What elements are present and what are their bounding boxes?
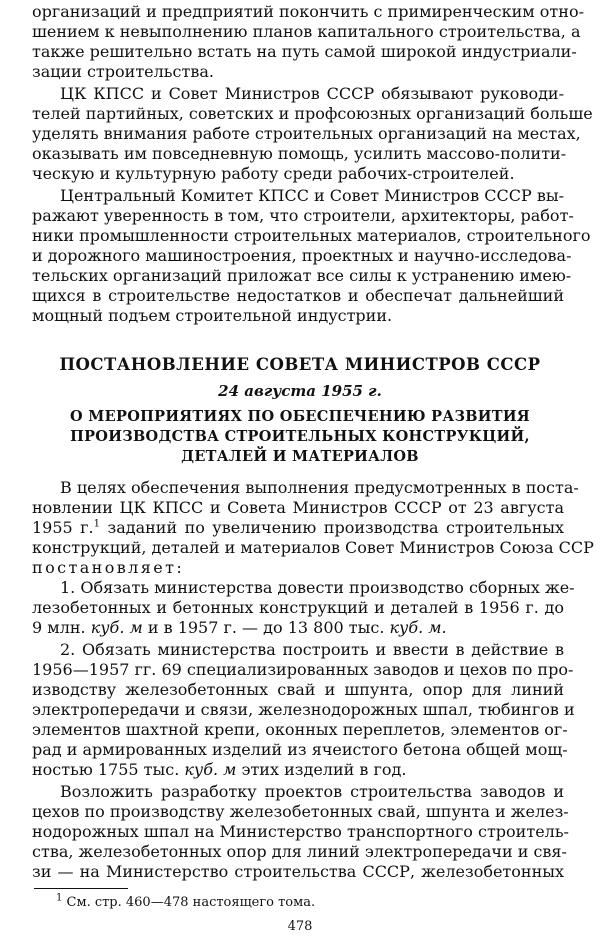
resolution-subtitle: ДЕТАЛЕЙ И МАТЕРИАЛОВ [181,448,419,465]
text-line: цехов по производству железобетонных свай, шпунта и желез- [32,802,569,821]
text-line: Центральный Комитет КПСС и Совет Министров СССР вы- [60,186,564,205]
text-line: мощный подъем строительной индустрии. [32,306,393,325]
text-fragment: и в 1957 г. — до 13 800 тыс. [142,618,390,637]
resolution-subtitle: О МЕРОПРИЯТИЯХ ПО ОБЕСПЕЧЕНИЮ РАЗВИТИЯ [70,408,530,425]
text-line: также решительно встать на путь самой широкой индустриали- [32,42,577,61]
unit: куб. м [90,618,143,637]
text-line: ражают уверенность в том, что строители, архитекторы, работ- [32,206,574,225]
text-line: изводству железобетонных свай и шпунта, опор для линий [32,680,564,699]
text-line: нодорожных шпал на Министерство транспортного строитель- [32,822,569,841]
text-line: зации строительства. [32,62,214,81]
text-line: ческую и культурную работу среди рабочих-строителей. [32,164,515,183]
text-line: электропередачи и связи, железнодорожных шпал, тюбингов и [32,700,575,719]
text-line: ства, железобетонных опор для линий электропередачи и свя- [32,842,567,861]
text-fragment: заданий по увеличению производства строительных [100,518,564,537]
text-fragment: 1955 г. [32,518,94,537]
text-line: шением к невыполнению планов капитального строительства, а [32,22,581,41]
text-line: 1956—1957 гг. 69 специализированных заводов и цехов по про- [32,660,574,679]
text-line: 2. Обязать министерства построить и ввести в действие в [60,640,564,659]
text-fragment: ностью 1755 тыс. [32,760,185,779]
text-line: В целях обеспечения выполнения предусмотренных в поста- [60,478,579,497]
text-line [32,518,564,538]
page-number: 478 [287,919,313,934]
footnote-divider [34,888,128,889]
text-line: организаций и предприятий покончить с примиренческим отно- [32,2,584,21]
text-fragment: 9 млн. [32,618,91,637]
text-line: оказывать им повседневную помощь, усилить массово-полити- [32,144,567,163]
text-line: элементов шахтной крепи, оконных переплетов, элементов ог- [32,720,568,739]
resolution-date: 24 августа 1955 г. [218,382,382,400]
text-line: ники промышленности строительных материалов, строительного [32,226,591,245]
footnote-ref: 1 [93,518,101,530]
text-line: зи — на Министерство строительства СССР, железобетонных [32,862,564,881]
text-line: ЦК КПСС и Совет Министров СССР обязывают руководи- [60,84,564,103]
unit: куб. м [184,760,237,779]
text-line: 1. Обязать министерства довести производство сборных же- [60,578,575,597]
text-line: лезобетонных и бетонных конструкций и деталей в 1956 г. до [32,598,564,617]
text-line: и дорожного машиностроения, проектных и научно-исследова- [32,246,572,265]
text-line: новлении ЦК КПСС и Совета Министров СССР от 23 августа [32,498,564,517]
text-line [32,760,564,780]
resolution-title: ПОСТАНОВЛЕНИЕ СОВЕТА МИНИСТРОВ СССР [59,355,541,374]
text-line: телей партийных, советских и профсоюзных организаций больше [32,104,593,123]
text-line: рад и армированных изделий из ячеистого бетона общей мощ- [32,740,568,759]
unit: куб. м. [389,618,447,637]
footnote-mark: 1 [56,892,63,904]
text-fragment: этих изделий в год. [236,760,407,779]
text-line [32,618,564,638]
text-line: тельских организаций приложат все силы к устранению имею- [32,266,572,285]
footnote-text: См. стр. 460—478 настоящего тома. [62,895,316,910]
text-line: уделять внимания работе строительных организаций на местах, [32,124,581,143]
text-line: щихся в строительстве недостатков и обеспечат дальнейший [32,286,564,305]
text-line: конструкций, деталей и материалов Совет Министров Союза ССР [32,538,594,557]
text-line: постановляет: [32,558,185,577]
resolution-subtitle: ПРОИЗВОДСТВА СТРОИТЕЛЬНЫХ КОНСТРУКЦИЙ, [70,428,530,445]
text-line: Возложить разработку проектов строительства заводов и [60,782,564,801]
footnote [56,894,456,912]
